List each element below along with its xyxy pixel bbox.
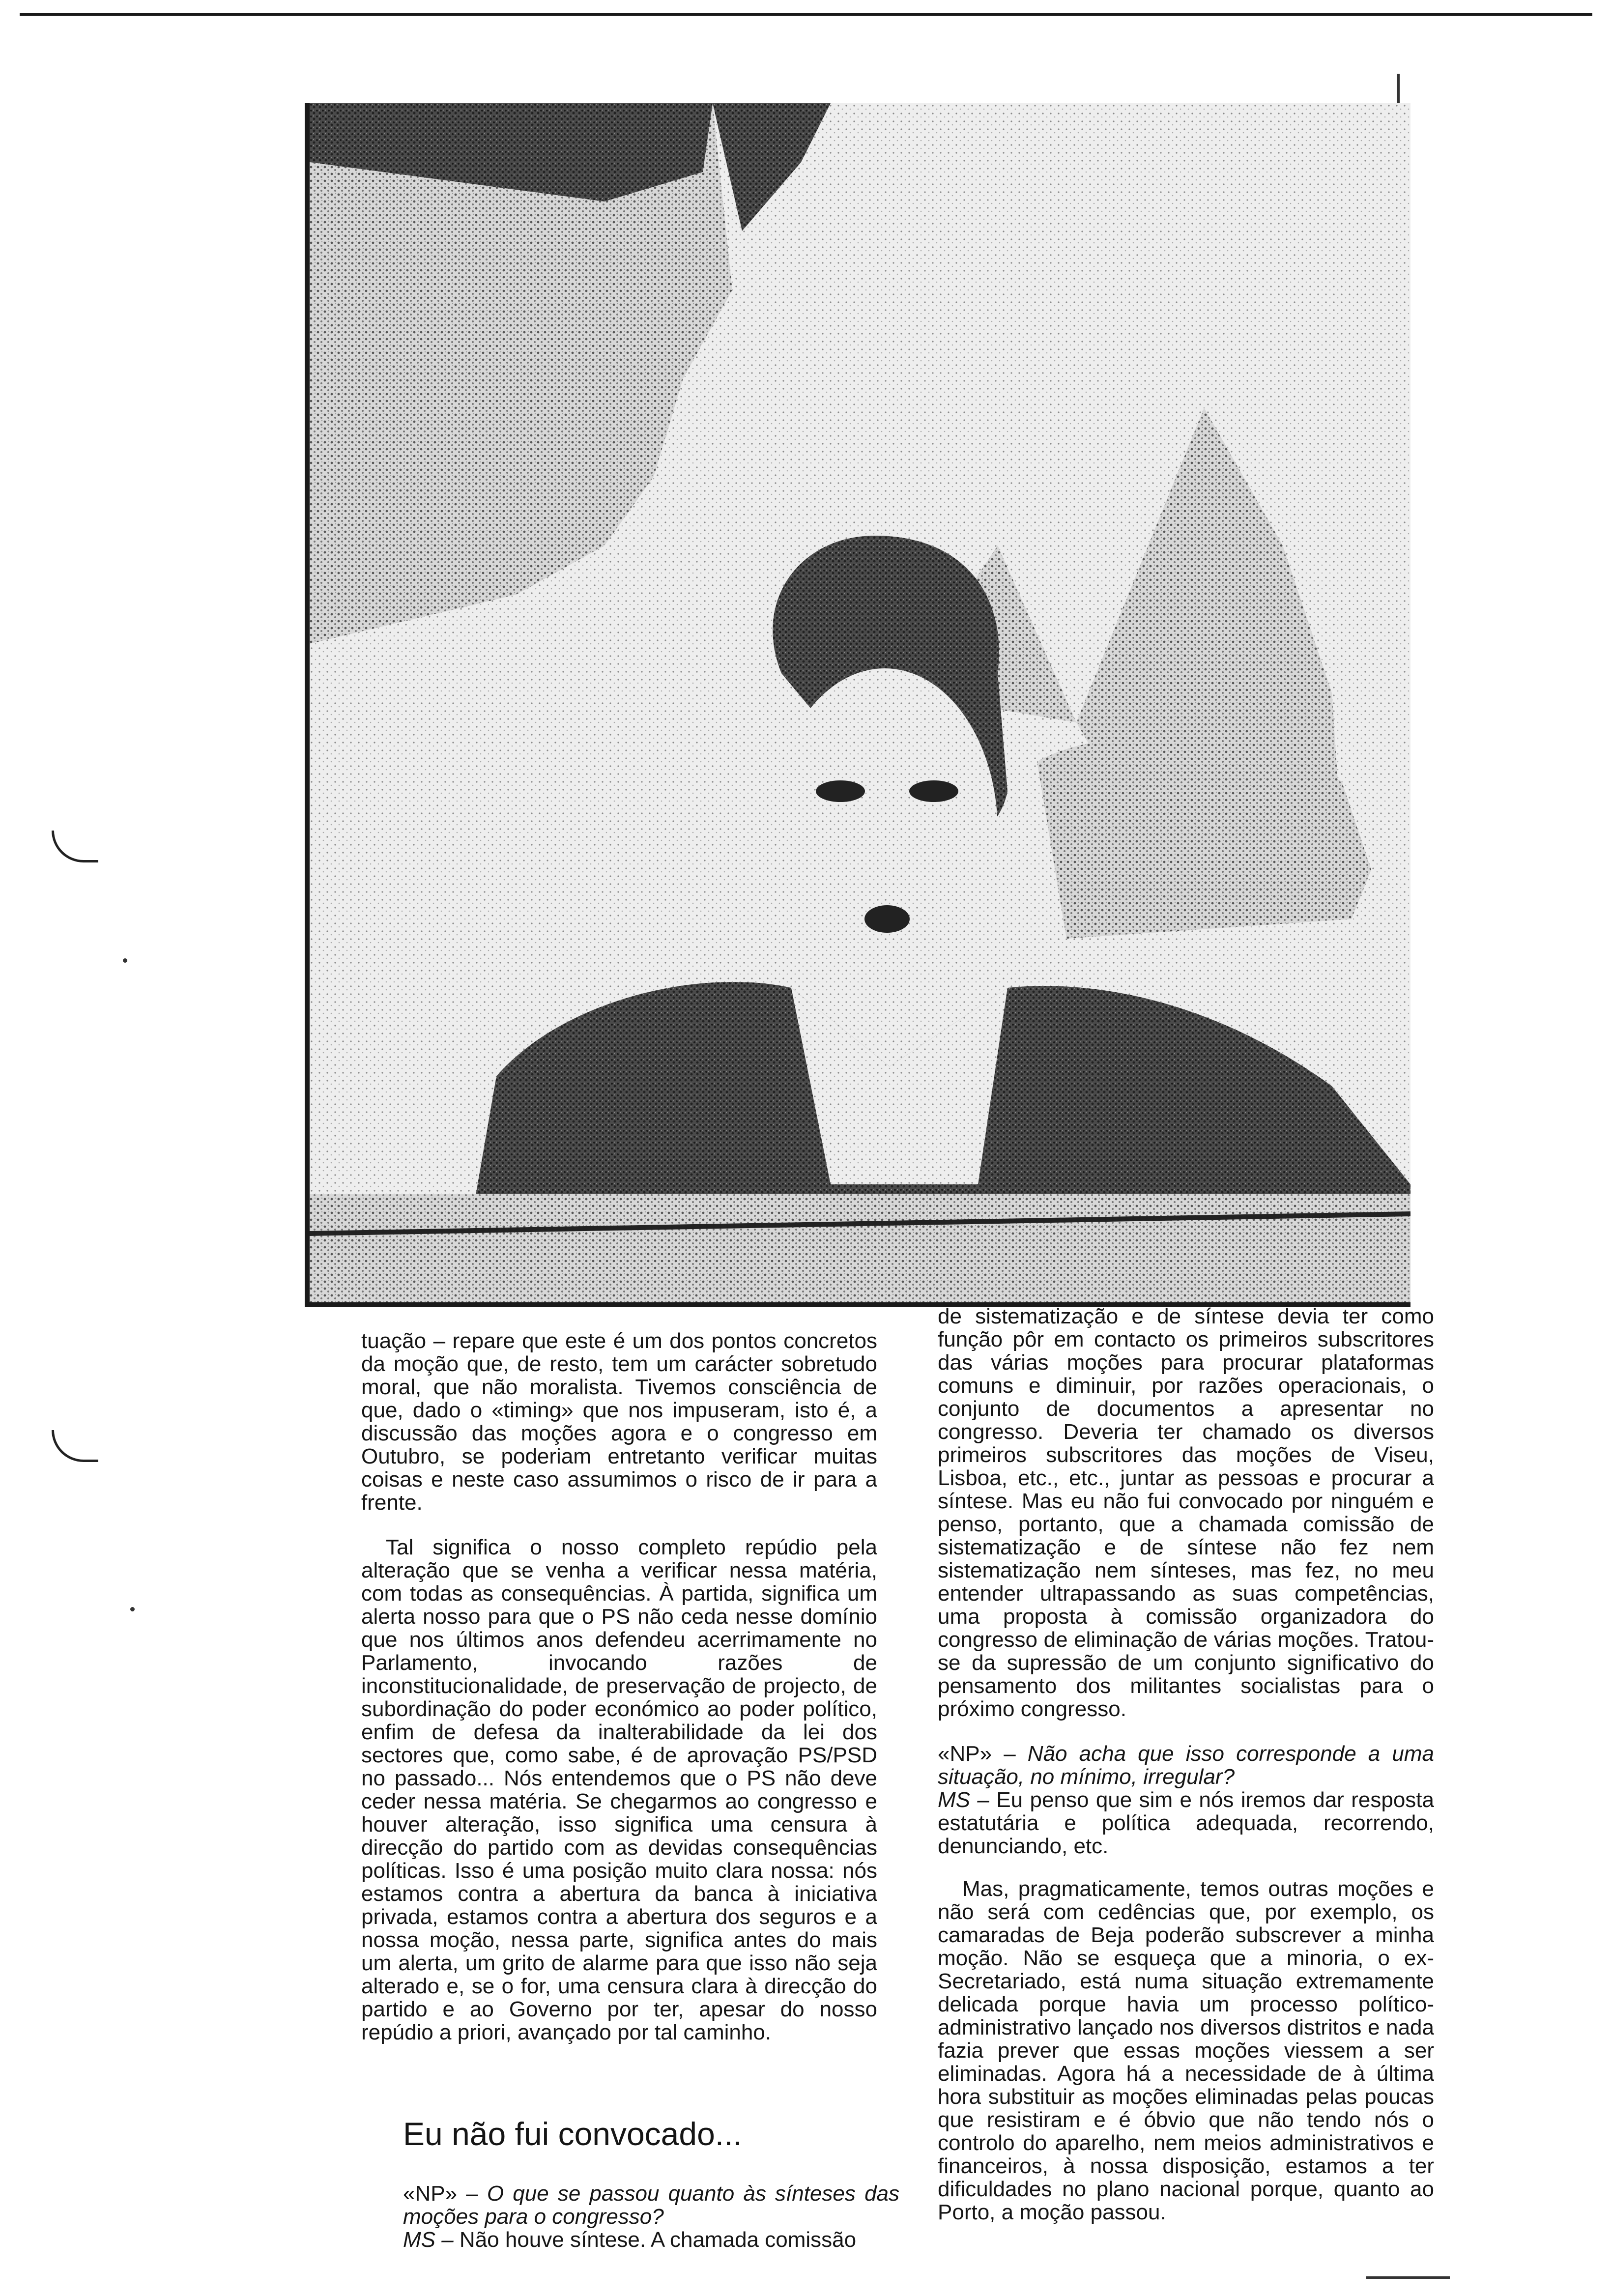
answer-1-text: Não houve síntese. A chamada comissão [459,2228,857,2252]
speck [130,1607,135,1611]
portrait-photo-icon [305,103,1410,1307]
left-eye [816,780,865,802]
top-rule [20,13,1592,16]
punch-hole-mark-top [52,831,98,862]
right-paragraph-1: de sistematização e de síntese devia ter como função pôr em contacto os primeiros subscritores das várias moções para procurar plataformas comuns e diminuir, por razões operacionais, o conjunto de documentos a apresentar no congresso. Deveria ter chamado os diversos primeiros subscritores das moções de Viseu, Lisboa, etc., etc., juntar as pessoas e procurar a síntese. Mas eu não fui convocado por ninguém e penso, portanto, que a chamada comissão de sistematização e de síntese não fez nem sistematização nem sínteses, mas fez, no meu entender ultrapassando as suas competências, uma proposta à comissão organizadora do congresso de eliminação de várias moções. Tratou-se da supressão de um conjunto significativo do pensamento dos militantes socialistas para o próximo congresso. [938,1304,1434,1721]
question-1-prefix: «NP» – [403,2181,487,2206]
left-paragraph-2: Tal significa o nosso completo repúdio pela alteração que se venha a verificar nessa matéria, com todas as consequências. À partida, significa um alerta nosso para que o PS não ceda nesse domínio que nos últimos anos defendeu acerrimamente no Parlamento, invocando razões de inconstitucionalidade, de preservação de projecto, de subordinação do poder económico ao poder político, enfim de defesa da inalterabilidade da lei dos sectores que, como sabe, é de aprovação PS/PSD no passado... Nós entendemos que o PS não deve ceder nessa matéria. Se chegarmos ao congresso e houver alteração, isso significa uma censura à direcção do partido com as devidas consequências políticas. Isso é uma posição muito clara nossa: nós estamos contra a abertura da banca à iniciativa privada, estamos contra a abertura dos seguros e a nossa moção, nessa parte, significa antes do mais um alerta, um grito de alarme para que isso não seja alterado e, se o for, uma censura clara à direcção do partido e ao Governo por ter, apesar do nosso repúdio a priori, avançado por tal caminho. [361,1535,877,2044]
right-column [938,1305,1434,2245]
section-heading: Eu não fui convocado... [403,2116,742,2152]
answer-2 [938,1788,1434,1858]
bottom-rule [1366,2276,1450,2279]
mouth [864,905,910,933]
face [772,668,998,993]
punch-hole-mark-bottom [52,1430,98,1462]
right-eye [909,780,958,802]
question-1 [403,2182,899,2228]
left-column-interview [403,2182,899,2271]
answer-2-text: Eu penso que sim e nós iremos dar resposta estatutária e política adequada, recorrendo, denunciando, etc. [938,1788,1434,1858]
left-column [361,1329,877,2066]
answer-2-prefix: MS – [938,1788,997,1812]
question-1-text: O que se passou quanto às sínteses das moções para o congresso? [403,2181,900,2229]
question-2 [938,1742,1434,1788]
speck [123,958,127,963]
photo-illustration [310,103,1410,1302]
answer-1-prefix: MS – [403,2228,460,2252]
answer-1 [403,2228,899,2251]
right-paragraph-2: Mas, pragmaticamente, temos outras moções e não será com cedências que, por exemplo, os camaradas de Beja poderão subscrever a minha moção. Não se esqueça que a minoria, o ex-Secretariado, está numa situação extremamente delicada porque havia um processo político-administrativo lançado nos diversos distritos e nada fazia prever que essas moções viessem a ser eliminadas. Agora há a necessidade de à última hora substituir as moções eliminadas pelas poucas que resistiram e é óbvio que não tendo nós o controlo do aparelho, nem meios administrativos e financeiros, à nossa disposição, estamos a ter dificuldades no plano nacional porque, quanto ao Porto, a moção passou. [938,1877,1434,2224]
photo-bottom-table [310,1194,1410,1302]
question-2-prefix: «NP» – [938,1742,1028,1766]
left-paragraph-1: tuação – repare que este é um dos pontos concretos da moção que, de resto, tem um carácter sobretudo moral, que não moralista. Tivemos consciência de que, dado o «timing» que nos impuseram, isto é, a discussão das moções agora e o congresso em Outubro, se poderiam entretanto verificar muitas coisas e neste caso assumimos o risco de ir para a frente. [361,1329,877,1515]
question-2-text: Não acha que isso corresponde a uma situação, no mínimo, irregular? [938,1742,1434,1789]
